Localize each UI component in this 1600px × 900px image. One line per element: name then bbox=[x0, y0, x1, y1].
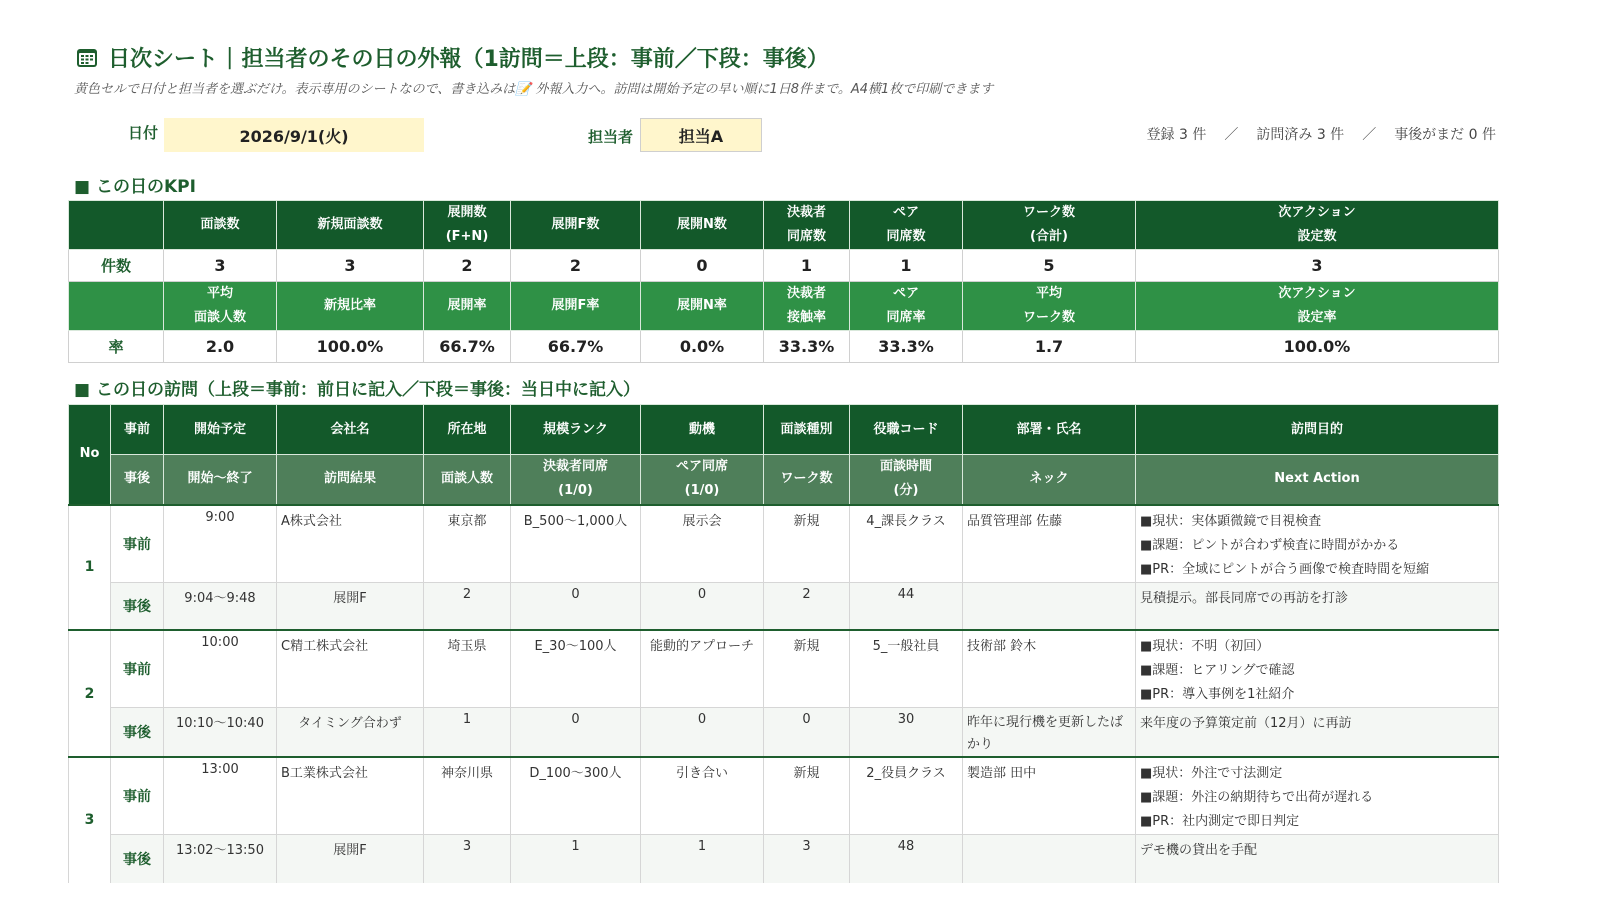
pre-cell[interactable]: B工業株式会社 bbox=[277, 757, 424, 835]
pre-header: 部署・氏名 bbox=[963, 405, 1136, 455]
pending-count: 事後がまだ 0 件 bbox=[1394, 127, 1496, 143]
visits-header-pre bbox=[69, 405, 1499, 455]
kpi-header-row-2 bbox=[69, 282, 1499, 331]
pre-header: 事前 bbox=[111, 405, 164, 455]
kpi-value: 0.0% bbox=[641, 331, 764, 363]
kpi-row-label: 率 bbox=[69, 331, 164, 363]
post-cell[interactable]: 0 bbox=[641, 708, 764, 758]
visit-purpose[interactable] bbox=[1136, 757, 1499, 835]
title-main: 日次シート bbox=[108, 46, 219, 72]
kpi-header-line: 平均 bbox=[1035, 286, 1062, 301]
visit-purpose[interactable] bbox=[1136, 630, 1499, 708]
kpi-header-line: ペア bbox=[892, 205, 919, 220]
kpi-value: 33.3% bbox=[764, 331, 850, 363]
post-header-line: ペア同席 bbox=[675, 459, 728, 475]
page-title bbox=[76, 40, 829, 74]
kpi-header-line: 設定率 bbox=[1297, 310, 1337, 325]
visit-purpose[interactable] bbox=[1136, 505, 1499, 583]
visits-section-title: ■ この日の訪問（上段＝事前：前日に記入／下段＝事後：当日中に記入） bbox=[74, 380, 640, 400]
pre-header: 開始予定 bbox=[164, 405, 277, 455]
kpi-header bbox=[1136, 201, 1499, 250]
pre-cell[interactable]: 展示会 bbox=[641, 505, 764, 583]
pre-cell[interactable]: 2_役員クラス bbox=[850, 757, 963, 835]
kpi-header-line: ペア bbox=[892, 286, 919, 301]
pre-header: 役職コード bbox=[850, 405, 963, 455]
post-header-line: 面談時間 bbox=[879, 459, 932, 475]
post-cell[interactable]: 2 bbox=[764, 582, 850, 630]
post-cell[interactable]: 展開F bbox=[277, 582, 424, 630]
kpi-header-line: 次アクション bbox=[1278, 286, 1356, 301]
pre-cell[interactable]: B_500〜1,000人 bbox=[511, 505, 641, 583]
kpi-value: 2 bbox=[511, 250, 641, 282]
person-label: 担当者 bbox=[588, 128, 634, 146]
visit-pre-row bbox=[69, 630, 1499, 708]
pre-cell[interactable]: 4_課長クラス bbox=[850, 505, 963, 583]
post-cell[interactable]: 10:10〜10:40 bbox=[164, 708, 277, 758]
post-cell[interactable]: 3 bbox=[764, 835, 850, 883]
kpi-count-row bbox=[69, 250, 1499, 282]
purpose-line: ■PR：社内測定で即日判定 bbox=[1140, 814, 1300, 829]
kpi-header bbox=[850, 201, 963, 250]
pre-cell[interactable]: A株式会社 bbox=[277, 505, 424, 583]
kpi-header: 展開N数 bbox=[641, 201, 764, 250]
pre-kind-label: 事前 bbox=[111, 505, 164, 583]
pre-cell[interactable]: 品質管理部 佐藤 bbox=[963, 505, 1136, 583]
post-cell[interactable] bbox=[963, 582, 1136, 630]
post-cell[interactable]: 3 bbox=[424, 835, 511, 883]
next-action[interactable]: 来年度の予算策定前（12月）に再訪 bbox=[1136, 708, 1499, 758]
pre-cell[interactable]: 埼玉県 bbox=[424, 630, 511, 708]
post-cell[interactable]: 0 bbox=[764, 708, 850, 758]
kpi-header bbox=[424, 201, 511, 250]
next-action[interactable]: 見積提示。部長同席での再訪を打診 bbox=[1136, 582, 1499, 630]
post-cell[interactable]: 2 bbox=[424, 582, 511, 630]
pre-cell[interactable]: 10:00 bbox=[164, 630, 277, 708]
post-header-line: 決裁者同席 bbox=[542, 459, 608, 475]
kpi-header-line: 決裁者 bbox=[786, 205, 826, 220]
pre-header: 規模ランク bbox=[511, 405, 641, 455]
kpi-value: 33.3% bbox=[850, 331, 963, 363]
kpi-value: 100.0% bbox=[1136, 331, 1499, 363]
pre-header: 面談種別 bbox=[764, 405, 850, 455]
kpi-header bbox=[164, 282, 277, 331]
kpi-value: 66.7% bbox=[424, 331, 511, 363]
kpi-header bbox=[764, 282, 850, 331]
visit-post-row bbox=[69, 708, 1499, 758]
person-select[interactable]: 担当A bbox=[640, 118, 762, 152]
post-cell[interactable]: 30 bbox=[850, 708, 963, 758]
post-cell[interactable]: 展開F bbox=[277, 835, 424, 883]
kpi-value: 66.7% bbox=[511, 331, 641, 363]
date-select[interactable]: 2026/9/1(火) bbox=[164, 118, 424, 152]
post-cell[interactable]: 48 bbox=[850, 835, 963, 883]
pre-header: 訪問目的 bbox=[1136, 405, 1499, 455]
pre-cell[interactable]: 能動的アプローチ bbox=[641, 630, 764, 708]
kpi-value: 1 bbox=[850, 250, 963, 282]
kpi-section-title: ■ この日のKPI bbox=[74, 177, 196, 197]
visit-no: 3 bbox=[69, 757, 111, 883]
kpi-value: 1.7 bbox=[963, 331, 1136, 363]
post-cell[interactable]: 昨年に現行機を更新したばかり bbox=[963, 708, 1136, 758]
post-kind-label: 事後 bbox=[111, 708, 164, 758]
purpose-line: ■PR：導入事例を1社紹介 bbox=[1140, 687, 1295, 702]
no-header: No bbox=[69, 405, 111, 505]
post-cell[interactable]: 13:02〜13:50 bbox=[164, 835, 277, 883]
kpi-header bbox=[850, 282, 963, 331]
post-header bbox=[850, 455, 963, 505]
post-header bbox=[511, 455, 641, 505]
post-cell[interactable]: 1 bbox=[641, 835, 764, 883]
visits-table bbox=[68, 404, 1499, 883]
kpi-value: 1 bbox=[764, 250, 850, 282]
kpi-header bbox=[963, 282, 1136, 331]
post-header-line: (分) bbox=[893, 483, 919, 499]
post-cell[interactable]: 1 bbox=[424, 708, 511, 758]
kpi-header-line: 展開数 bbox=[447, 205, 487, 220]
post-header: 事後 bbox=[111, 455, 164, 505]
pre-cell[interactable]: C精工株式会社 bbox=[277, 630, 424, 708]
record-counts bbox=[1147, 124, 1496, 144]
kpi-header: 新規比率 bbox=[277, 282, 424, 331]
kpi-value: 100.0% bbox=[277, 331, 424, 363]
kpi-header-line: (F+N) bbox=[445, 229, 489, 244]
visited-count: 訪問済み 3 件 bbox=[1256, 127, 1345, 143]
visit-post-row bbox=[69, 582, 1499, 630]
purpose-line: ■PR：全域にピントが合う画像で検査時間を短縮 bbox=[1140, 561, 1430, 577]
kpi-rate-row bbox=[69, 331, 1499, 363]
post-cell[interactable]: 1 bbox=[511, 835, 641, 883]
pre-cell[interactable]: 新規 bbox=[764, 630, 850, 708]
pre-header: 所在地 bbox=[424, 405, 511, 455]
counts-sep: ／ bbox=[1224, 127, 1239, 143]
pre-cell[interactable]: 新規 bbox=[764, 757, 850, 835]
title-sub: 担当者のその日の外報（1訪問＝上段：事前／下段：事後） bbox=[241, 46, 829, 72]
kpi-header: 展開N率 bbox=[641, 282, 764, 331]
visit-no: 2 bbox=[69, 630, 111, 757]
pre-kind-label: 事前 bbox=[111, 757, 164, 835]
registered-count: 登録 3 件 bbox=[1146, 127, 1207, 143]
kpi-value: 5 bbox=[963, 250, 1136, 282]
pre-cell[interactable]: 新規 bbox=[764, 505, 850, 583]
date-label: 日付 bbox=[128, 124, 159, 142]
kpi-header bbox=[963, 201, 1136, 250]
kpi-value: 0 bbox=[641, 250, 764, 282]
visits-header-post bbox=[69, 455, 1499, 505]
post-cell[interactable]: 0 bbox=[641, 582, 764, 630]
post-kind-label: 事後 bbox=[111, 582, 164, 630]
kpi-header-line: 同席数 bbox=[886, 229, 926, 244]
kpi-header-line: 決裁者 bbox=[786, 286, 826, 301]
post-header: Next Action bbox=[1136, 455, 1499, 505]
subtitle: 黄色セルで日付と担当者を選ぶだけ。表示専用のシートなので、書き込みは📝 外報入力へ。訪問は開始予定の早い順に1日8件まで。A4横1枚で印刷できます bbox=[74, 82, 994, 97]
kpi-value: 2 bbox=[424, 250, 511, 282]
purpose-line: ■現状：不明（初回） bbox=[1140, 639, 1270, 654]
kpi-header: 面談数 bbox=[164, 201, 277, 250]
kpi-value: 3 bbox=[277, 250, 424, 282]
kpi-header-line: 次アクション bbox=[1278, 205, 1356, 220]
pre-kind-label: 事前 bbox=[111, 630, 164, 708]
visit-pre-row bbox=[69, 757, 1499, 835]
post-header-line: (1/0) bbox=[558, 483, 593, 499]
kpi-header-line: 接触率 bbox=[786, 310, 826, 325]
purpose-line: ■課題：外注の納期待ちで出荷が遅れる bbox=[1140, 790, 1374, 805]
kpi-header: 新規面談数 bbox=[277, 201, 424, 250]
post-cell[interactable] bbox=[963, 835, 1136, 883]
purpose-line: ■現状：外注で寸法測定 bbox=[1140, 766, 1283, 781]
calendar-icon bbox=[76, 46, 98, 68]
purpose-line: ■課題：ピントが合わず検査に時間がかかる bbox=[1140, 537, 1400, 553]
post-cell[interactable]: タイミング合わず bbox=[277, 708, 424, 758]
post-cell[interactable]: 44 bbox=[850, 582, 963, 630]
pre-cell[interactable]: 5_一般社員 bbox=[850, 630, 963, 708]
kpi-header: 展開F率 bbox=[511, 282, 641, 331]
kpi-header bbox=[764, 201, 850, 250]
purpose-line: ■現状：実体顕微鏡で目視検査 bbox=[1140, 513, 1322, 529]
pre-cell[interactable]: 13:00 bbox=[164, 757, 277, 835]
kpi-header-line: 同席数 bbox=[786, 229, 826, 244]
post-header-line: (1/0) bbox=[684, 483, 720, 499]
post-header bbox=[641, 455, 764, 505]
kpi-header-line: 同席率 bbox=[886, 310, 926, 325]
pre-cell[interactable]: 製造部 田中 bbox=[963, 757, 1136, 835]
kpi-header-line: ワーク数 bbox=[1022, 310, 1075, 325]
kpi-table bbox=[68, 200, 1499, 363]
pre-cell[interactable]: 東京都 bbox=[424, 505, 511, 583]
pre-cell[interactable]: D_100〜300人 bbox=[511, 757, 641, 835]
kpi-header-line: (合計) bbox=[1030, 229, 1068, 244]
kpi-value: 3 bbox=[1136, 250, 1499, 282]
pre-header: 会社名 bbox=[277, 405, 424, 455]
visit-pre-row bbox=[69, 505, 1499, 583]
post-header: 開始〜終了 bbox=[164, 455, 277, 505]
kpi-header bbox=[1136, 282, 1499, 331]
post-header: 面談人数 bbox=[424, 455, 511, 505]
pre-cell[interactable]: 引き合い bbox=[641, 757, 764, 835]
kpi-value: 2.0 bbox=[164, 331, 277, 363]
visit-no: 1 bbox=[69, 505, 111, 631]
kpi-header-blank bbox=[69, 282, 164, 331]
kpi-header-line: ワーク数 bbox=[1022, 205, 1075, 220]
post-cell[interactable]: 9:04〜9:48 bbox=[164, 582, 277, 630]
visit-post-row bbox=[69, 835, 1499, 883]
kpi-value: 3 bbox=[164, 250, 277, 282]
pre-cell[interactable]: 技術部 鈴木 bbox=[963, 630, 1136, 708]
next-action[interactable]: デモ機の貸出を手配 bbox=[1136, 835, 1499, 883]
kpi-header-row-1 bbox=[69, 201, 1499, 250]
post-header: ワーク数 bbox=[764, 455, 850, 505]
kpi-header-blank bbox=[69, 201, 164, 250]
purpose-line: ■課題：ヒアリングで確認 bbox=[1140, 663, 1295, 678]
kpi-header-line: 設定数 bbox=[1297, 229, 1337, 244]
kpi-header-line: 平均 bbox=[206, 286, 233, 301]
kpi-row-label: 件数 bbox=[69, 250, 164, 282]
pre-header: 動機 bbox=[641, 405, 764, 455]
post-kind-label: 事後 bbox=[111, 835, 164, 883]
post-header: 訪問結果 bbox=[277, 455, 424, 505]
kpi-header-line: 面談人数 bbox=[193, 310, 246, 325]
post-cell[interactable]: 0 bbox=[511, 582, 641, 630]
kpi-header: 展開F数 bbox=[511, 201, 641, 250]
title-separator: | bbox=[226, 44, 234, 70]
post-cell[interactable]: 0 bbox=[511, 708, 641, 758]
counts-sep: ／ bbox=[1362, 127, 1377, 143]
post-header: ネック bbox=[963, 455, 1136, 505]
pre-cell[interactable]: E_30〜100人 bbox=[511, 630, 641, 708]
pre-cell[interactable]: 9:00 bbox=[164, 505, 277, 583]
kpi-header: 展開率 bbox=[424, 282, 511, 331]
pre-cell[interactable]: 神奈川県 bbox=[424, 757, 511, 835]
